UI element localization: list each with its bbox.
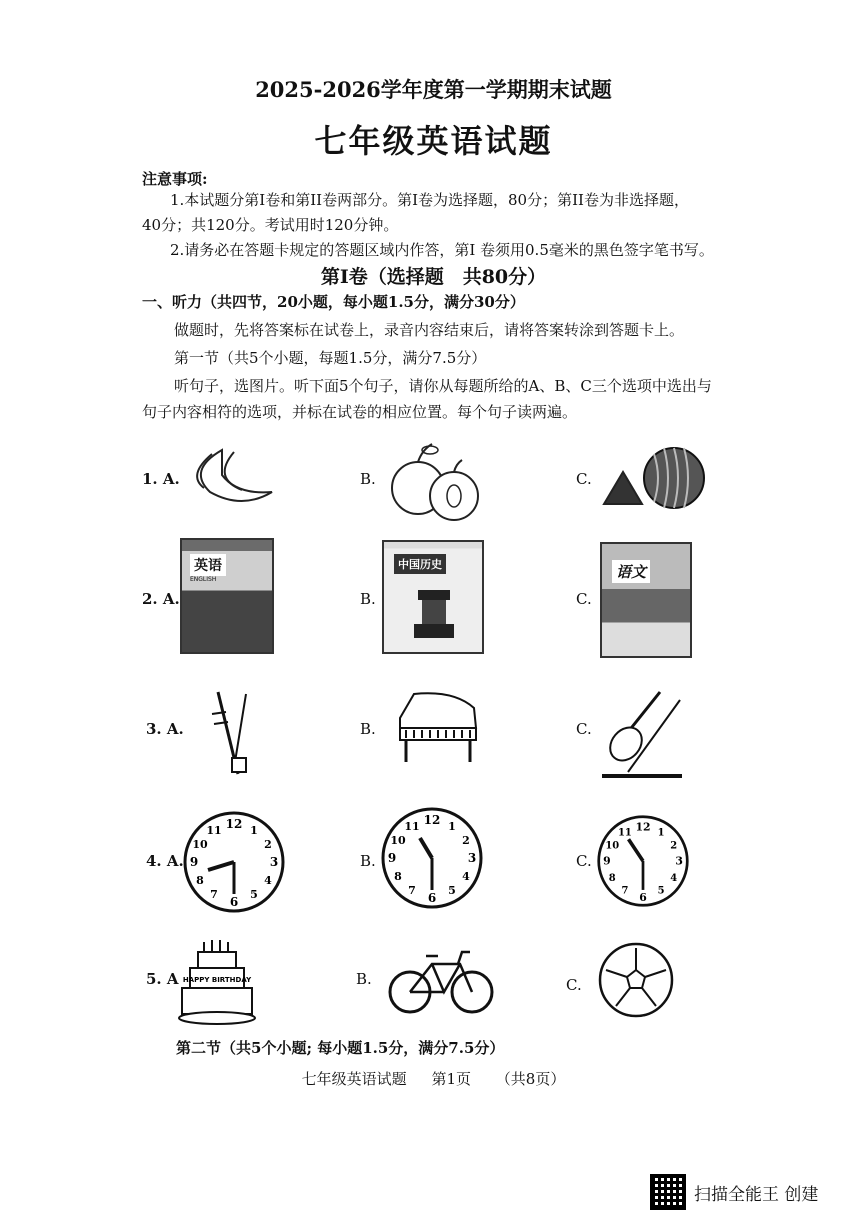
subsection1-line2: 句子内容相符的选项，并标在试卷的相应位置。每个句子读两遍。 bbox=[142, 403, 578, 421]
clock-number: 9 bbox=[189, 855, 199, 869]
instruction: 做题时，先将答案标在试卷上，录音内容结束后，请将答案转涂到答题卡上。 bbox=[174, 321, 685, 339]
clock-number: 4 bbox=[264, 874, 272, 887]
clock-number: 4 bbox=[670, 872, 678, 884]
clock-number: 5 bbox=[448, 884, 456, 897]
clock-icon bbox=[380, 806, 484, 910]
clock-icon bbox=[182, 810, 286, 914]
question-3-option-b: B. bbox=[360, 720, 376, 738]
book-title: 语文 bbox=[612, 560, 650, 583]
page-footer bbox=[0, 1068, 867, 1089]
notice-heading: 注意事项: bbox=[142, 170, 208, 188]
exam-title: 2025-2026学年度第一学期期末试题 bbox=[255, 77, 612, 102]
clock-number: 6 bbox=[427, 891, 437, 905]
question-5-option-b: B. bbox=[356, 970, 372, 988]
english-book-icon bbox=[180, 538, 274, 654]
question-4-option-b: B. bbox=[360, 852, 376, 870]
clock-number: 11 bbox=[618, 827, 632, 839]
history-book-icon bbox=[382, 540, 484, 654]
clock-number: 10 bbox=[390, 834, 406, 847]
clock-number: 5 bbox=[250, 888, 258, 901]
book-title: 中国历史 bbox=[394, 554, 446, 574]
clock-number: 1 bbox=[448, 820, 456, 833]
clock-number: 12 bbox=[635, 820, 651, 834]
footer-subject: 七年级英语试题 bbox=[301, 1070, 407, 1088]
clock-icon bbox=[596, 814, 690, 908]
violin-icon bbox=[600, 686, 690, 782]
subsection2-heading: 第二节（共5个小题; 每小题1.5分，满分7.5分） bbox=[176, 1039, 505, 1057]
clock-number: 10 bbox=[192, 838, 208, 851]
soccer-ball-icon bbox=[598, 942, 674, 1018]
clock-number: 6 bbox=[639, 890, 647, 904]
question-2-option-b: B. bbox=[360, 590, 376, 608]
subsection1-line1: 听句子，选图片。听下面5个句子，请你从每题所给的A、B、C三个选项中选出与 bbox=[174, 377, 712, 395]
clock-number: 12 bbox=[225, 817, 243, 831]
qr-code-icon bbox=[650, 1174, 686, 1210]
clock-number: 1 bbox=[250, 824, 258, 837]
clock-number: 3 bbox=[467, 851, 477, 865]
notice-item-1-line2: 40分；共120分。考试用时120分钟。 bbox=[142, 216, 399, 234]
question-3-label: 3. A. bbox=[146, 720, 184, 738]
exam-subtitle: 七年级英语试题 bbox=[314, 122, 553, 160]
scanner-watermark bbox=[650, 1174, 818, 1210]
clock-number: 8 bbox=[196, 874, 204, 887]
clock-number: 2 bbox=[264, 838, 272, 851]
clock-number: 2 bbox=[462, 834, 470, 847]
book-title: 英语 bbox=[190, 554, 226, 576]
question-5-option-c: C. bbox=[566, 976, 582, 994]
footer-page: 第1页 bbox=[431, 1070, 471, 1088]
clock-number: 6 bbox=[229, 895, 239, 909]
clock-number: 12 bbox=[423, 813, 441, 827]
clock-number: 2 bbox=[670, 840, 678, 852]
notice-item-2: 2.请务必在答题卡规定的答题区域内作答，第I 卷须用0.5毫米的黑色签字笔书写。 bbox=[170, 241, 714, 259]
clock-number: 7 bbox=[621, 885, 629, 897]
apples-icon bbox=[388, 436, 488, 526]
clock-number: 7 bbox=[408, 884, 416, 897]
watermelon-icon bbox=[602, 444, 706, 510]
part-heading: 一、听力（共四节，20小题，每小题1.5分，满分30分） bbox=[142, 293, 525, 311]
clock-number: 3 bbox=[269, 855, 279, 869]
bananas-icon bbox=[182, 440, 274, 512]
clock-number: 11 bbox=[206, 824, 222, 837]
clock-number: 7 bbox=[210, 888, 218, 901]
question-1-option-b: B. bbox=[360, 470, 376, 488]
erhu-icon bbox=[200, 690, 270, 778]
question-4-option-c: C. bbox=[576, 852, 592, 870]
question-1-label: 1. A. bbox=[142, 470, 180, 488]
book-subtitle: ENGLISH bbox=[190, 576, 217, 583]
footer-total: （共8页） bbox=[495, 1070, 566, 1088]
chinese-book-icon bbox=[600, 542, 692, 658]
watermark-text: 扫描全能王 创建 bbox=[694, 1184, 819, 1205]
bronze-vessel-icon bbox=[412, 586, 456, 642]
clock-number: 11 bbox=[404, 820, 420, 833]
clock-number: 9 bbox=[387, 851, 397, 865]
section-heading: 第I卷（选择题 共80分） bbox=[320, 266, 547, 288]
question-4-label: 4. A. bbox=[146, 852, 184, 870]
clock-number: 3 bbox=[675, 854, 683, 868]
question-3-option-c: C. bbox=[576, 720, 592, 738]
clock-number: 5 bbox=[657, 885, 665, 897]
bicycle-icon bbox=[388, 944, 494, 1016]
notice-item-1-line1: 1.本试题分第I卷和第II卷两部分。第I卷为选择题，80分；第II卷为非选择题， bbox=[170, 191, 689, 209]
clock-number: 10 bbox=[605, 840, 620, 852]
subsection1-heading: 第一节（共5个小题，每题1.5分，满分7.5分） bbox=[174, 349, 487, 367]
piano-icon bbox=[394, 688, 482, 768]
question-1-option-c: C. bbox=[576, 470, 592, 488]
question-5-label: 5. A bbox=[146, 970, 179, 988]
clock-number: 4 bbox=[462, 870, 470, 883]
birthday-cake-icon bbox=[176, 928, 258, 1028]
clock-number: 8 bbox=[394, 870, 402, 883]
clock-number: 1 bbox=[657, 827, 665, 839]
cake-text: HAPPY BIRTHDAY bbox=[182, 976, 252, 984]
question-2-label: 2. A. bbox=[142, 590, 180, 608]
question-2-option-c: C. bbox=[576, 590, 592, 608]
clock-number: 8 bbox=[608, 872, 616, 884]
clock-number: 9 bbox=[603, 854, 611, 868]
